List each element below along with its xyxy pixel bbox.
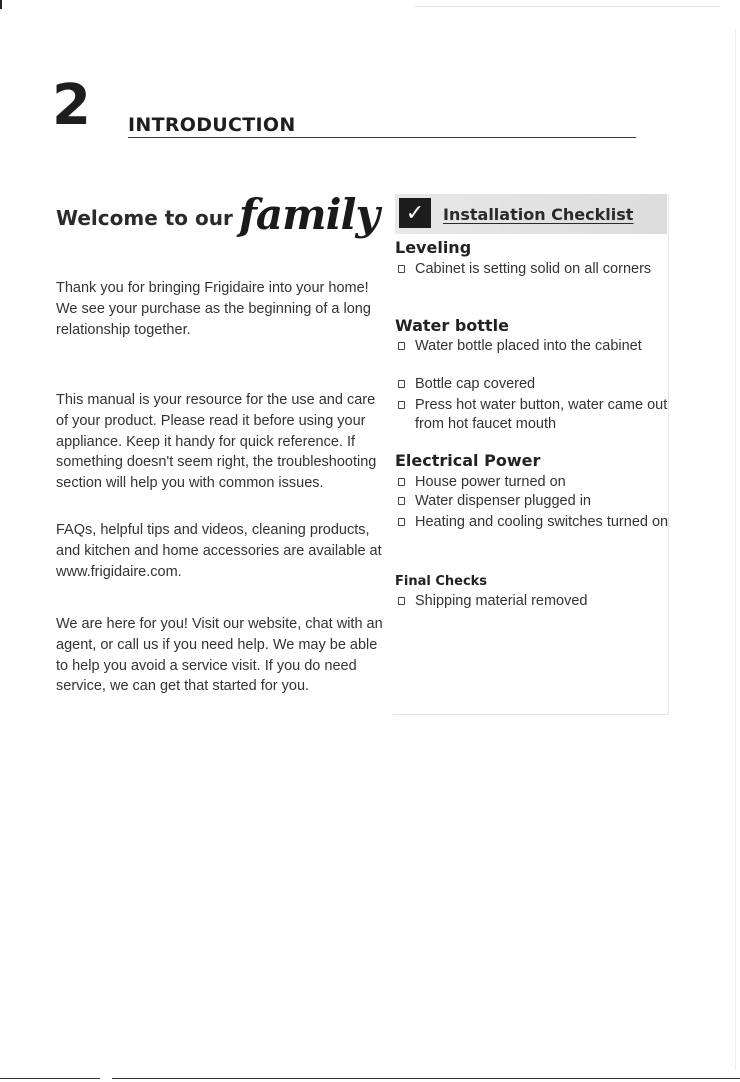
- checklist-item: [395, 592, 670, 611]
- welcome-heading: [56, 186, 379, 239]
- checkbox-icon: [398, 518, 405, 526]
- checklist-title: Installation Checklist: [443, 205, 634, 224]
- page-edge: [735, 30, 736, 1070]
- checkbox-icon: [398, 497, 405, 505]
- checklist-item-label: Water dispenser plugged in: [415, 493, 591, 509]
- checklist-item: [395, 260, 670, 279]
- section-heading-electrical-power: Electrical Power: [395, 451, 541, 470]
- checklist-item-label: Water bottle placed into the cabinet: [415, 338, 642, 354]
- checkbox-icon: [398, 380, 405, 388]
- footer-rule: [112, 1078, 740, 1079]
- installation-checklist: [393, 194, 669, 715]
- checklist-item: [395, 396, 670, 433]
- checklist-item: [395, 337, 670, 356]
- section-heading-leveling: Leveling: [395, 238, 472, 257]
- checklist-item: [395, 492, 670, 511]
- welcome-script-word: family: [238, 190, 379, 239]
- checkbox-icon: [398, 478, 405, 486]
- section-heading-water-bottle: Water bottle: [395, 316, 509, 335]
- checklist-item: [395, 513, 670, 532]
- checkbox-icon: [398, 401, 405, 409]
- chapter-rule: [128, 137, 636, 138]
- checklist-item-label: Bottle cap covered: [415, 376, 536, 392]
- checklist-item-label: Press hot water button, water came out from hot faucet mouth: [415, 397, 668, 432]
- page-corner-mark: [0, 0, 2, 9]
- checklist-item-label: Shipping material removed: [415, 593, 588, 609]
- checklist-item: [395, 375, 670, 394]
- welcome-lead: Welcome to our: [56, 206, 233, 230]
- checklist-item: [395, 473, 670, 492]
- checkbox-icon: [398, 597, 405, 605]
- checkbox-icon: [398, 342, 405, 350]
- intro-paragraph: Thank you for bringing Frigidaire into your home! We see your purchase as the beginning of a long relationship together.: [56, 280, 371, 338]
- checkbox-icon: [398, 265, 405, 273]
- support-paragraph: We are here for you! Visit our website, chat with an agent, or call us if you need help. We may be able to help you avoid a service visit. If you do need service, we can get that started for you.: [56, 616, 383, 695]
- checklist-header: [395, 194, 667, 234]
- top-rule: [415, 6, 720, 7]
- chapter-number: 2: [52, 73, 91, 138]
- faq-paragraph: FAQs, helpful tips and videos, cleaning products, and kitchen and home accessories are available at www.frigidaire.com.: [56, 522, 382, 580]
- checklist-item-label: Cabinet is setting solid on all corners: [415, 261, 652, 277]
- chapter-title: INTRODUCTION: [128, 114, 296, 136]
- section-heading-final-checks: Final Checks: [395, 574, 488, 589]
- manual-paragraph: This manual is your resource for the use and care of your product. Please read it before using your appliance. Keep it handy for quick reference. If something doesn't seem right, the troubleshooting section will help you with common issues.: [56, 392, 377, 492]
- footer-rule: [0, 1078, 100, 1079]
- checklist-item-label: House power turned on: [415, 474, 566, 490]
- checkmark-icon: ✓: [399, 198, 431, 228]
- checklist-item-label: Heating and cooling switches turned on: [415, 514, 669, 530]
